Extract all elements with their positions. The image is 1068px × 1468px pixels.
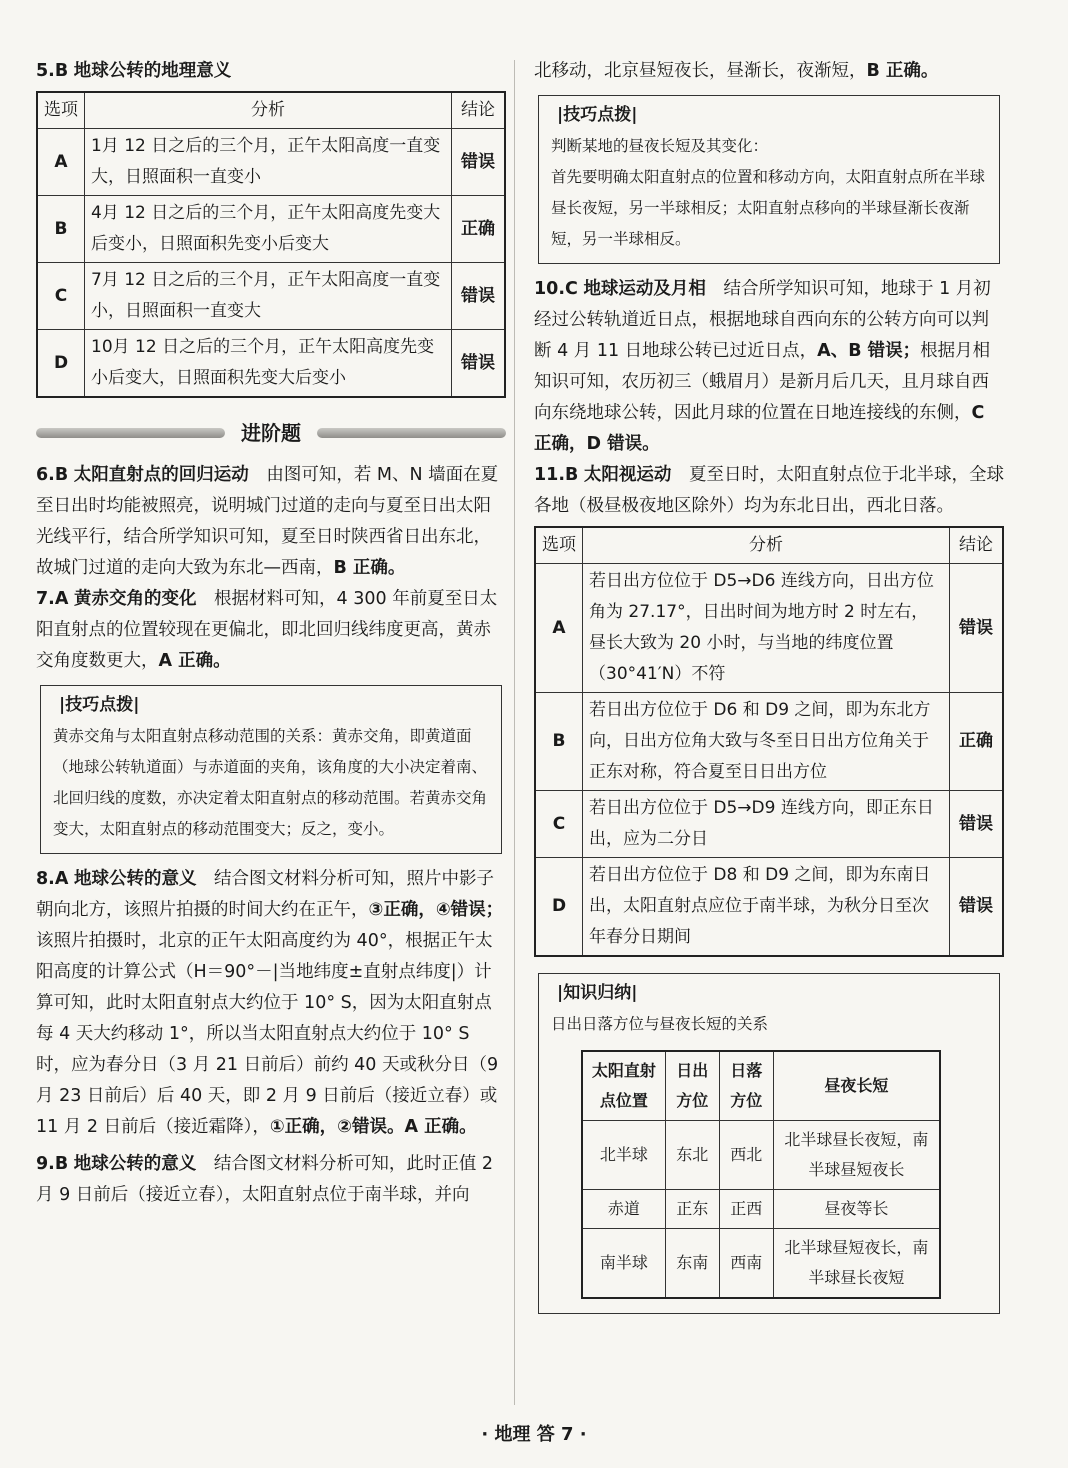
option-cell: D xyxy=(535,858,583,957)
q5-heading xyxy=(36,56,506,87)
tip-box-q7 xyxy=(40,685,502,854)
knowledge-table xyxy=(581,1050,941,1299)
cell: 东南 xyxy=(665,1229,719,1299)
q5-analysis-table xyxy=(36,91,506,398)
section-bar-left xyxy=(36,428,225,438)
table-row xyxy=(535,858,1003,957)
q10-paragraph xyxy=(534,274,1004,460)
tip-text: 首先要明确太阳直射点的位置和移动方向，太阳直射点所在半球昼长夜短，另一半球相反；太阳直射点移向的半球昼渐长夜渐短，另一半球相反。 xyxy=(551,168,986,248)
conclusion-cell: 错误 xyxy=(452,330,506,398)
analysis-cell: 若日出方位位于 D6 和 D9 之间，即为东北方向，日出方位角大致与冬至日日出方位角关于正东对称，符合夏至日日出方位 xyxy=(583,693,950,791)
header-option: 选项 xyxy=(37,92,85,129)
page-footer: · 地理 答 7 · xyxy=(481,1424,587,1445)
q9-answer: B 正确。 xyxy=(866,61,939,81)
q10-text-2: 根据月相知识可知，农历初三（蛾眉月）是新月后几天，且月球自西向东绕地球公转，因此月球的位置在日地连接线的东侧， xyxy=(534,341,991,423)
header-sunrise: 日出方位 xyxy=(665,1051,719,1121)
section-bar-right xyxy=(317,428,506,438)
knowledge-box xyxy=(538,973,1000,1314)
q7-number: 7.A xyxy=(36,589,69,609)
analysis-cell: 4月 12 日之后的三个月，正午太阳高度先变大后变小，日照面积先变小后变大 xyxy=(85,196,452,263)
table-header-row xyxy=(535,527,1003,564)
q6-number: 6.B xyxy=(36,465,69,485)
conclusion-cell: 错误 xyxy=(452,263,506,330)
header-day-length: 昼夜长短 xyxy=(773,1051,940,1121)
table-row xyxy=(535,693,1003,791)
conclusion-cell: 错误 xyxy=(452,129,506,196)
left-column xyxy=(36,56,506,1211)
header-conclusion: 结论 xyxy=(950,527,1004,564)
q5-number: 5.B xyxy=(36,61,69,81)
table-row xyxy=(535,791,1003,858)
tip-title: |技巧点拨| xyxy=(551,100,643,131)
q9-cont-text: 北移动，北京昼短夜长，昼渐长，夜渐短， xyxy=(534,61,867,81)
cell: 正西 xyxy=(719,1190,773,1229)
q7-text: 根据材料可知，4 300 年前夏至日太阳直射点的位置较现在更偏北，即北回归线纬度更高，黄赤交角度数更大， xyxy=(36,589,498,671)
cell: 北半球昼短夜长，南半球昼长夜短 xyxy=(773,1229,940,1299)
tip-text: 黄赤交角与太阳直射点移动范围的关系：黄赤交角，即黄道面（地球公转轨道面）与赤道面的夹角，该角度的大小决定着南、北回归线的度数，亦决定着太阳直射点的移动范围。若黄赤交角变大，太阳直射点的移动范围变大；反之，变小。 xyxy=(53,727,488,838)
conclusion-cell: 正确 xyxy=(452,196,506,263)
conclusion-cell: 正确 xyxy=(950,693,1004,791)
q10-topic: 地球运动及月相 xyxy=(583,279,706,299)
cell: 北半球 xyxy=(582,1121,665,1190)
option-cell: D xyxy=(37,330,85,398)
analysis-cell: 7月 12 日之后的三个月，正午太阳高度一直变小，日照面积一直变大 xyxy=(85,263,452,330)
knowledge-subtitle: 日出日落方位与昼夜长短的关系 xyxy=(551,1015,769,1033)
conclusion-cell: 错误 xyxy=(950,564,1004,693)
table-row xyxy=(582,1229,940,1299)
cell: 北半球昼长夜短，南半球昼短夜长 xyxy=(773,1121,940,1190)
tip-title: |技巧点拨| xyxy=(53,690,145,721)
q6-paragraph xyxy=(36,460,506,584)
q9-text: 结合图文材料分析可知，此时正值 2 月 9 日前后（接近立春），太阳直射点位于南半球，并向 xyxy=(36,1154,494,1205)
cell: 东北 xyxy=(665,1121,719,1190)
analysis-cell: 1月 12 日之后的三个月，正午太阳高度一直变大，日照面积一直变小 xyxy=(85,129,452,196)
analysis-cell: 若日出方位位于 D5→D9 连线方向，即正东日出，应为二分日 xyxy=(583,791,950,858)
q8-topic: 地球公转的意义 xyxy=(73,869,197,889)
table-row xyxy=(37,196,505,263)
header-direct-point: 太阳直射点位置 xyxy=(582,1051,665,1121)
cell: 西南 xyxy=(719,1229,773,1299)
analysis-cell: 10月 12 日之后的三个月，正午太阳高度先变小后变大，日照面积先变大后变小 xyxy=(85,330,452,398)
q7-answer: A 正确。 xyxy=(158,651,231,671)
q9-continuation xyxy=(534,56,1004,87)
conclusion-cell: 错误 xyxy=(950,858,1004,957)
header-analysis: 分析 xyxy=(85,92,452,129)
knowledge-title: |知识归纳| xyxy=(551,978,643,1009)
section-header xyxy=(36,416,506,450)
analysis-cell: 若日出方位位于 D5→D6 连线方向，日出方位角为 27.17°，日出时间为地方时 2 时左右，昼长大致为 20 小时，与当地的纬度位置（30°41′N）不符 xyxy=(583,564,950,693)
q9-number: 9.B xyxy=(36,1154,69,1174)
analysis-cell: 若日出方位位于 D8 和 D9 之间，即为东南日出，太阳直射点应位于南半球，为秋分日至次年春分日期间 xyxy=(583,858,950,957)
q10-bold-1: A、B 错误； xyxy=(817,341,921,361)
option-cell: B xyxy=(535,693,583,791)
section-title: 进阶题 xyxy=(241,420,301,445)
table-row xyxy=(37,330,505,398)
cell: 南半球 xyxy=(582,1229,665,1299)
tip-box-q9 xyxy=(538,95,1000,264)
q9-paragraph xyxy=(36,1149,506,1211)
option-cell: C xyxy=(535,791,583,858)
header-analysis: 分析 xyxy=(583,527,950,564)
header-option: 选项 xyxy=(535,527,583,564)
q7-topic: 黄赤交角的变化 xyxy=(73,589,197,609)
option-cell: A xyxy=(37,129,85,196)
tip-line1: 判断某地的昼夜长短及其变化： xyxy=(551,137,769,155)
q10-number: 10.C xyxy=(534,279,578,299)
table-row xyxy=(582,1190,940,1229)
q8-text-1: 结合图文材料分析可知，照片中影子朝向北方，该照片拍摄的时间大约在正午， xyxy=(36,869,495,920)
option-cell: A xyxy=(535,564,583,693)
q8-bold-1: ③正确，④错误； xyxy=(368,900,504,920)
table-row xyxy=(37,263,505,330)
column-divider xyxy=(514,60,515,1405)
table-row xyxy=(582,1121,940,1190)
q6-text: 由图可知，若 M、N 墙面在夏至日出时均能被照亮，说明城门过道的走向与夏至日出太阳光线平行，结合所学知识可知，夏至日时陕西省日出东北，故城门过道的走向大致为东北—西南， xyxy=(36,465,499,578)
conclusion-cell: 错误 xyxy=(950,791,1004,858)
q10-bold-2: C 正确，D 错误。 xyxy=(534,403,985,454)
right-column xyxy=(534,56,1004,1324)
q7-paragraph xyxy=(36,584,506,677)
header-conclusion: 结论 xyxy=(452,92,506,129)
table-header-row xyxy=(582,1051,940,1121)
q10-text: 结合所学知识可知，地球于 1 月初经过公转轨道近日点，根据地球自西向东的公转方向可以判断 4 月 11 日地球公转已过近日点， xyxy=(534,279,991,361)
q11-paragraph xyxy=(534,460,1004,522)
q8-paragraph xyxy=(36,864,506,1143)
q11-topic: 太阳视运动 xyxy=(583,465,672,485)
cell: 正东 xyxy=(665,1190,719,1229)
table-header-row xyxy=(37,92,505,129)
option-cell: B xyxy=(37,196,85,263)
option-cell: C xyxy=(37,263,85,330)
table-row xyxy=(37,129,505,196)
q5-topic: 地球公转的地理意义 xyxy=(73,61,232,81)
cell: 赤道 xyxy=(582,1190,665,1229)
q9-topic: 地球公转的意义 xyxy=(73,1154,197,1174)
q8-text-2: 该照片拍摄时，北京的正午太阳高度约为 40°，根据正午太阳高度的计算公式（H＝90°－|当地纬度±直射点纬度|）计算可知，此时太阳直射点大约位于 10° S，因为太阳直射点每 4 天大约移动 1°，所以当太阳直射点大约位于 10° S 时，应为春分日（3 月 21 日前后）前约 40 天或秋分日（9 月 23 日前后）后 40 天，即 2 月 9 日前后（接近立春）或 11 月 2 日前后（接近霜降）， xyxy=(36,931,499,1137)
cell: 西北 xyxy=(719,1121,773,1190)
q11-text: 夏至日时，太阳直射点位于北半球，全球各地（极昼极夜地区除外）均为东北日出，西北日落。 xyxy=(534,465,1004,516)
q6-topic: 太阳直射点的回归运动 xyxy=(73,465,249,485)
header-sunset: 日落方位 xyxy=(719,1051,773,1121)
q8-number: 8.A xyxy=(36,869,69,889)
q6-answer: B 正确。 xyxy=(333,558,406,578)
q11-number: 11.B xyxy=(534,465,579,485)
q8-bold-2: ①正确，②错误。A 正确。 xyxy=(269,1117,477,1137)
q11-analysis-table xyxy=(534,526,1004,957)
table-row xyxy=(535,564,1003,693)
cell: 昼夜等长 xyxy=(773,1190,940,1229)
